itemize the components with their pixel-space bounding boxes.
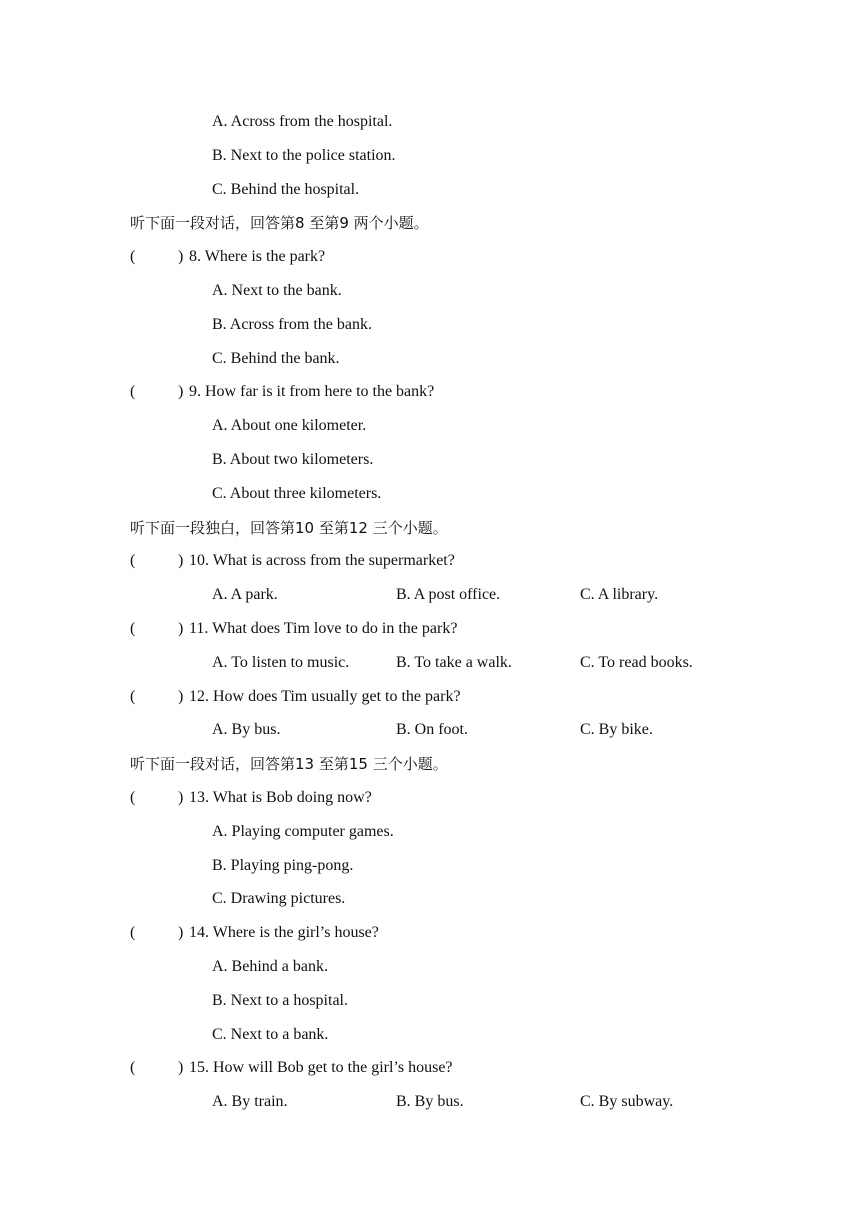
answer-paren-close: ) <box>178 552 184 569</box>
option-text: C. Behind the hospital. <box>212 181 360 198</box>
option-text: B. Playing ping-pong. <box>212 857 354 874</box>
answer-paren-open[interactable]: ( <box>130 789 136 806</box>
answer-paren-close: ) <box>178 620 184 637</box>
option-text: B. Next to a hospital. <box>212 992 348 1009</box>
option-text: A. Behind a bank. <box>212 958 328 975</box>
answer-paren-close: ) <box>178 1059 184 1076</box>
question-text: 11. What does Tim love to do in the park? <box>189 620 458 637</box>
section-heading: 听下面一段独白，回答第10 至第12 三个小题。 <box>130 519 448 537</box>
option-c: C. By subway. <box>580 1093 674 1110</box>
option-c: C. By bike. <box>580 721 653 738</box>
answer-paren-open[interactable]: ( <box>130 383 136 400</box>
section-heading: 听下面一段对话，回答第13 至第15 三个小题。 <box>130 755 448 773</box>
answer-paren-close: ) <box>178 688 184 705</box>
option-b: B. To take a walk. <box>396 654 512 671</box>
option-b: B. By bus. <box>396 1093 464 1110</box>
answer-paren-close: ) <box>178 383 184 400</box>
option-a: A. A park. <box>212 586 278 603</box>
option-text: A. Across from the hospital. <box>212 113 393 130</box>
option-a: A. To listen to music. <box>212 654 350 671</box>
answer-paren-open[interactable]: ( <box>130 248 136 265</box>
option-text: B. Across from the bank. <box>212 316 372 333</box>
option-text: B. About two kilometers. <box>212 451 374 468</box>
option-text: B. Next to the police station. <box>212 147 396 164</box>
answer-paren-open[interactable]: ( <box>130 688 136 705</box>
answer-paren-open[interactable]: ( <box>130 1059 136 1076</box>
answer-paren-close: ) <box>178 924 184 941</box>
question-text: 15. How will Bob get to the girl’s house? <box>189 1059 453 1076</box>
answer-paren-close: ) <box>178 789 184 806</box>
option-a: A. By bus. <box>212 721 281 738</box>
option-text: C. About three kilometers. <box>212 485 382 502</box>
answer-paren-close: ) <box>178 248 184 265</box>
option-c: C. A library. <box>580 586 659 603</box>
answer-paren-open[interactable]: ( <box>130 924 136 941</box>
option-text: A. About one kilometer. <box>212 417 367 434</box>
option-a: A. By train. <box>212 1093 288 1110</box>
option-b: B. On foot. <box>396 721 468 738</box>
option-text: A. Next to the bank. <box>212 282 342 299</box>
option-text: C. Behind the bank. <box>212 350 340 367</box>
option-text: A. Playing computer games. <box>212 823 394 840</box>
option-text: C. Drawing pictures. <box>212 890 346 907</box>
answer-paren-open[interactable]: ( <box>130 552 136 569</box>
question-text: 12. How does Tim usually get to the park? <box>189 688 461 705</box>
question-text: 9. How far is it from here to the bank? <box>189 383 435 400</box>
question-text: 10. What is across from the supermarket? <box>189 552 455 569</box>
option-text: C. Next to a bank. <box>212 1026 329 1043</box>
question-text: 13. What is Bob doing now? <box>189 789 372 806</box>
question-text: 14. Where is the girl’s house? <box>189 924 379 941</box>
section-heading: 听下面一段对话，回答第8 至第9 两个小题。 <box>130 214 429 232</box>
option-b: B. A post office. <box>396 586 501 603</box>
question-text: 8. Where is the park? <box>189 248 326 265</box>
answer-paren-open[interactable]: ( <box>130 620 136 637</box>
option-c: C. To read books. <box>580 654 693 671</box>
